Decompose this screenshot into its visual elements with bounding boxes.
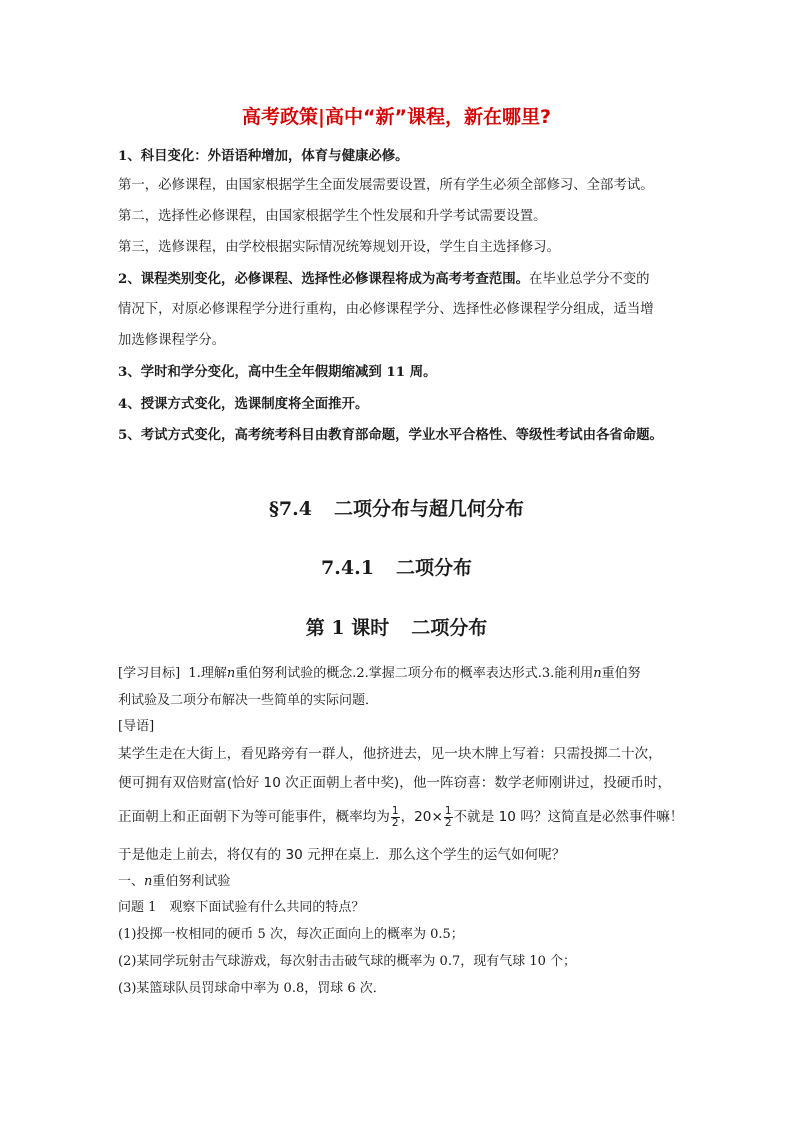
item3-heading: 3、学时和学分变化，高中生全年假期缩减到 11 周。 xyxy=(118,364,437,380)
goal-text-a: 1.理解 xyxy=(188,666,227,681)
subsection-title: 二项分布 xyxy=(395,557,472,579)
question-1-item-2: (2)某同学玩射击气球游戏，每次射击击破气球的概率为 0.7，现有气球 10 个； xyxy=(118,954,577,969)
intro-tag: [导语] xyxy=(118,719,155,734)
item2-line-1 xyxy=(118,269,688,290)
intro-line-3 xyxy=(118,804,683,830)
policy-title: 高考政策|高中“新”课程，新在哪里? xyxy=(242,106,551,128)
fraction-denominator: 2 xyxy=(391,816,399,829)
goal-text-c: 重伯努 xyxy=(601,666,641,681)
part-1-heading xyxy=(118,872,230,892)
item1-paragraph-3: 第三，选修课程，由学校根据实际情况统筹规划开设，学生自主选择修习。 xyxy=(118,240,560,255)
intro-line-3-a: 正面朝上和正面朝下为等可能事件，概率均为 xyxy=(118,809,390,825)
fraction-numerator-2: 1 xyxy=(444,804,452,817)
item1-paragraph-1: 第一，必修课程，由国家根据学生全面发展需要设置，所有学生必须全部修习、全部考试。 xyxy=(118,178,654,193)
item5-heading: 5、考试方式变化，高考统考科目由教育部命题，学业水平合格性、等级性考试由各省命题。 xyxy=(118,427,663,443)
question-1-item-1: (1)投掷一枚相同的硬币 5 次，每次正面向上的概率为 0.5； xyxy=(118,927,464,942)
question-1-item-3: (3)某篮球队员罚球命中率为 0.8，罚球 6 次． xyxy=(118,981,386,996)
lesson-heading xyxy=(0,614,793,642)
intro-line-3-c: 不就是 10 吗？这简直是必然事件嘛！ xyxy=(453,809,684,825)
intro-line-1: 某学生走在大街上，看见路旁有一群人，他挤进去，见一块木牌上写着：只需投掷二十次， xyxy=(118,746,662,762)
learning-goals-tag: [学习目标] xyxy=(118,666,181,681)
learning-goals-line-1 xyxy=(118,664,641,684)
item2-text-a: 在毕业总学分不变的 xyxy=(529,272,650,287)
item2-heading: 2、课程类别变化，必修课程、选择性必修课程将成为高考考查范围。 xyxy=(118,271,530,287)
fraction-denominator-2: 2 xyxy=(444,816,452,829)
goal-text-b: 重伯努利试验的概念.2.掌握二项分布的概率表达形式.3.能利用 xyxy=(235,666,594,681)
lesson-title: 二项分布 xyxy=(411,617,488,639)
section-heading xyxy=(0,495,793,523)
subsection-number: 7.4.1 xyxy=(321,557,374,579)
fraction-one-half-2 xyxy=(444,806,453,829)
fraction-one-half xyxy=(391,806,400,829)
item2-line-3: 加选修课程学分。 xyxy=(118,333,226,348)
item1-paragraph-2: 第二，选择性必修课程，由国家根据学生个性发展和升学考试需要设置。 xyxy=(118,209,547,224)
intro-line-4: 于是他走上前去，将仅有的 30 元押在桌上．那么这个学生的运气如何呢？ xyxy=(118,847,566,863)
section-title: 二项分布与超几何分布 xyxy=(333,498,524,520)
item2-line-2: 情况下，对原必修课程学分进行重构，由必修课程学分、选择性必修课程学分组成，适当增 xyxy=(118,302,654,317)
item1-heading: 1、科目变化：外语语种增加，体育与健康必修。 xyxy=(118,148,409,164)
goal-n-1: n xyxy=(226,666,236,681)
part-1-title: 重伯努利试验 xyxy=(152,874,231,889)
intro-line-3-b: ，20× xyxy=(400,809,443,825)
subsection-heading xyxy=(0,554,793,582)
part-1-n: n xyxy=(144,874,153,889)
item4-heading: 4、授课方式变化，选课制度将全面推开。 xyxy=(118,396,369,412)
goal-n-2: n xyxy=(593,666,602,681)
question-1: 问题 1 观察下面试验有什么共同的特点？ xyxy=(118,900,365,915)
section-number: §7.4 xyxy=(268,498,312,520)
fraction-numerator: 1 xyxy=(391,804,399,817)
lesson-number: 第 1 课时 xyxy=(305,617,390,639)
learning-goals-line-2: 利试验及二项分布解决一些简单的实际问题． xyxy=(118,693,379,708)
part-1-prefix: 一、 xyxy=(118,874,145,889)
intro-line-2: 便可拥有双倍财富(恰好 10 次正面朝上者中奖)，他一阵窃喜：数学老师刚讲过，投硬币时， xyxy=(118,775,672,791)
